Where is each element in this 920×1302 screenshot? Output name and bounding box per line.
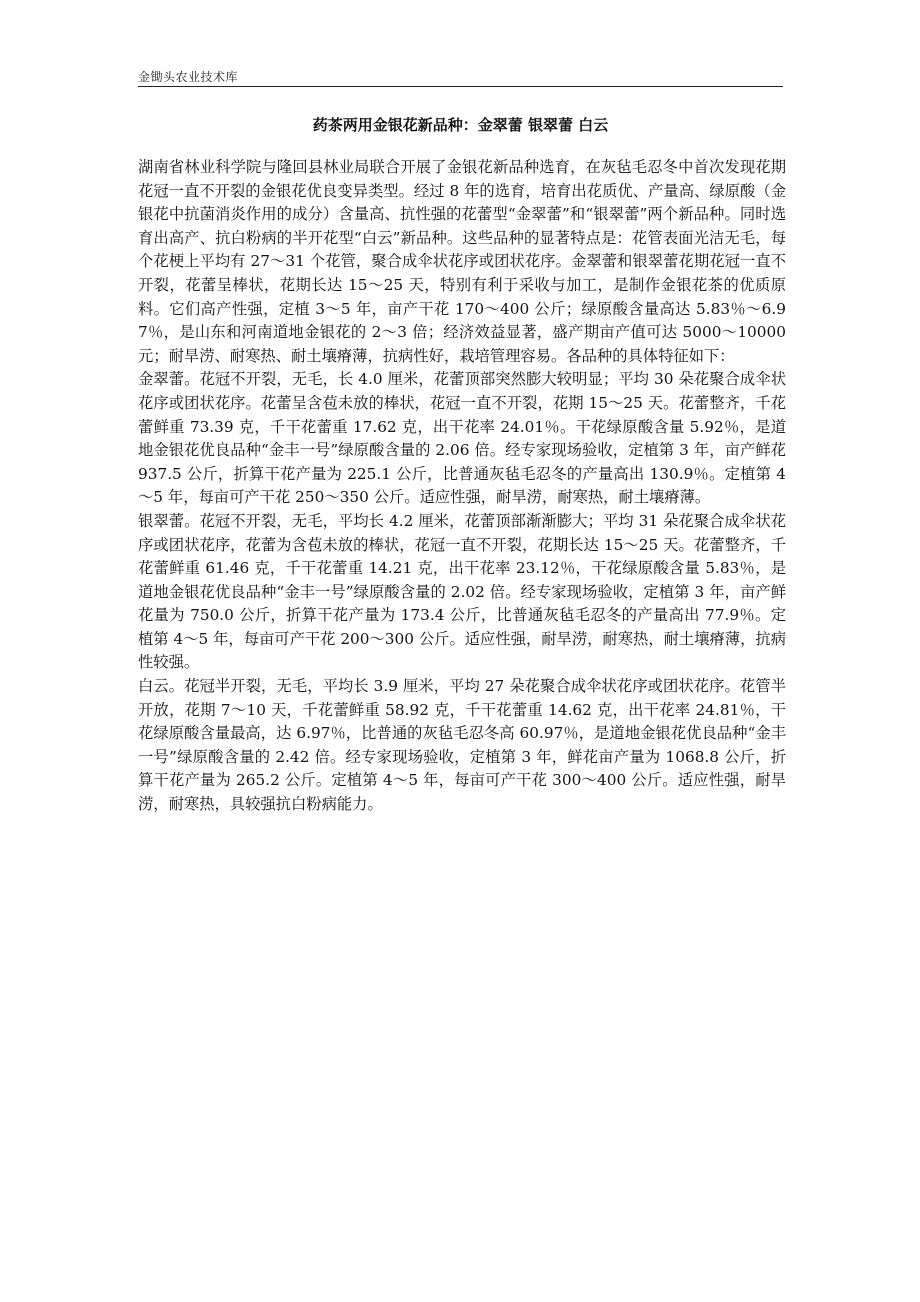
page-header [138, 64, 783, 87]
header-text: 金锄头农业技术库 [138, 70, 239, 84]
article-title: 药茶两用金银花新品种：金翠蕾 银翠蕾 白云 [312, 116, 609, 134]
article-body [138, 156, 786, 817]
paragraph-yincuilei: 银翠蕾。花冠不开裂，无毛，平均长 4.2 厘米，花蕾顶部渐渐膨大；平均 31 朵花聚合成伞状花序或团状花序，花蕾为含苞未放的棒状，花冠一直不开裂，花期长达 15～25 天。花蕾整齐，千花蕾鲜重 61.46 克，千干花蕾重 14.21 克，出干花率 23.12％，干花绿原酸含量 5.83％，是道地金银花优良品种“金丰一号”绿原酸含量的 2.02 倍。经专家现场验收，定植第 3 年，亩产鲜花量为 750.0 公斤，折算干花产量为 173.4 公斤，比普通灰毡毛忍冬的产量高出 77.9％。定植第 4～5 年，每亩可产干花 200～300 公斤。适应性强，耐旱涝，耐寒热，耐土壤瘠薄，抗病性较强。 [138, 511, 786, 672]
paragraph-jincuilei: 金翠蕾。花冠不开裂，无毛，长 4.0 厘米，花蕾顶部突然膨大较明显；平均 30 朵花聚合成伞状花序或团状花序。花蕾呈含苞未放的棒状，花冠一直不开裂，花期 15～25 天。花蕾整齐，千花蕾鲜重 73.39 克，千干花蕾重 17.62 克，出干花率 24.01％。干花绿原酸含量 5.92％，是道地金银花优良品种“金丰一号”绿原酸含量的 2.06 倍。经专家现场验收，定植第 3 年，亩产鲜花 937.5 公斤，折算干花产量为 225.1 公斤，比普通灰毡毛忍冬的产量高出 130.9％。定植第 4～5 年，每亩可产干花 250～350 公斤。适应性强，耐旱涝，耐寒热，耐土壤瘠薄。 [138, 370, 787, 507]
paragraph-baiyun: 白云。花冠半开裂，无毛，平均长 3.9 厘米，平均 27 朵花聚合成伞状花序或团状花序。花管半开放，花期 7～10 天，千花蕾鲜重 58.92 克，千干花蕾重 14.62 克，出干花率 24.81％，干花绿原酸含量最高，达 6.97％，比普通的灰毡毛忍冬高 60.97％，是道地金银花优良品种“金丰一号”绿原酸含量的 2.42 倍。经专家现场验收，定植第 3 年，鲜花亩产量为 1068.8 公斤，折算干花产量为 265.2 公斤。定植第 4～5 年，每亩可产干花 300～400 公斤。适应性强，耐旱涝，耐寒热，具较强抗白粉病能力。 [138, 677, 786, 814]
paragraph-intro: 湖南省林业科学院与隆回县林业局联合开展了金银花新品种选育，在灰毡毛忍冬中首次发现花期花冠一直不开裂的金银花优良变异类型。经过 8 年的选育，培育出花质优、产量高、绿原酸（金银花中抗菌消炎作用的成分）含量高、抗性强的花蕾型“金翠蕾”和“银翠蕾”两个新品种。同时选育出高产、抗白粉病的半开花型“白云”新品种。这些品种的显著特点是：花管表面光洁无毛，每个花梗上平均有 27～31 个花管，聚合成伞状花序或团状花序。金翠蕾和银翠蕾花期花冠一直不开裂，花蕾呈棒状，花期长达 15～25 天，特别有利于采收与加工，是制作金银花茶的优质原料。它们高产性强，定植 3～5 年，亩产干花 170～400 公斤；绿原酸含量高达 5.83％～6.97％，是山东和河南道地金银花的 2～3 倍；经济效益显著，盛产期亩产值可达 5000～10000 元；耐旱涝、耐寒热、耐土壤瘠薄，抗病性好，栽培管理容易。各品种的具体特征如下： [138, 158, 786, 365]
